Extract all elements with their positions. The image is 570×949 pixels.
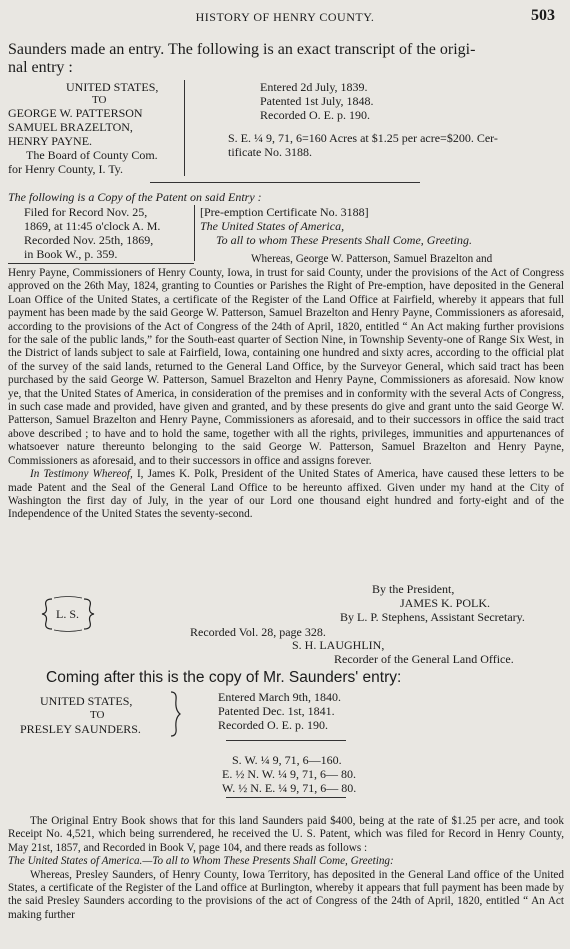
by-the-president: By the President,: [372, 582, 455, 596]
by-secretary: By L. P. Stephens, Assistant Secretary.: [340, 610, 525, 624]
patent-copy-heading: The following is a Copy of the Patent on said Entry :: [8, 190, 262, 204]
tract-line-3: W. ½ N. E. ¼ 9, 71, 6— 80.: [222, 781, 357, 795]
closing-italic-line: The United States of America.—To all to Whom These Presents Shall Come, Greeting:: [8, 855, 394, 868]
entry1-party-us: UNITED STATES,: [66, 80, 159, 94]
whereas-first-line: Whereas, George W. Patterson, Samuel Brazelton and: [251, 253, 493, 265]
filed-underline: [8, 263, 194, 264]
right-brace-icon: [168, 690, 182, 738]
entry2-brace: [168, 690, 182, 738]
us-of-america: The United States of America,: [200, 219, 345, 233]
testimony-rest: I, James K. Polk, President of the United States of America, have caused these letters to be made Patent and the Seal of the General Land Office to be hereunto affixed. Given under my hand at the City of Washington the first day of July, in the year of our Lord one thousand eight hundred and forty-eight and of the Independence of the United States the seventy-second.: [8, 468, 565, 521]
intro-line-2: nal entry :: [8, 59, 73, 76]
intro-line-1: Saunders made an entry. The following is an exact transcript of the origi-: [8, 41, 476, 58]
filed-line-3: Recorded Nov. 25th, 1869,: [24, 233, 154, 247]
testimony-italic: In Testimony Whereof,: [30, 468, 133, 481]
president-name: JAMES K. POLK.: [400, 596, 491, 610]
patent-body: [8, 267, 564, 522]
entry2-party-saunders: PRESLEY SAUNDERS.: [20, 722, 141, 736]
entry2-party-to: TO: [90, 709, 105, 721]
entry1-party-to: TO: [92, 94, 107, 106]
seal-mark: [40, 596, 96, 632]
entry1-party-patterson: GEORGE W. PATTERSON: [8, 106, 143, 120]
filed-line-1: Filed for Record Nov. 25,: [24, 205, 148, 219]
certificate-number: [Pre-emption Certificate No. 3188]: [200, 205, 369, 219]
page-number: 503: [531, 7, 555, 24]
entry1-board-line-1: The Board of County Com.: [26, 148, 158, 162]
entry1-date-entered: Entered 2d July, 1839.: [260, 80, 368, 94]
seal-text: L. S.: [56, 607, 80, 621]
closing-text: The Original Entry Book shows that for this land Saunders paid $400, being at the rate of $1.25 per acre, and took Receipt No. 4,521, which being surrendered, he received the U. S. Patent, which was filed for Record in Henry County, May 21st, 1857, and Recorded in Book V, page 104, and there reads as follows :: [8, 815, 564, 854]
entry2-heading: Coming after this is the copy of Mr. Saunders' entry:: [46, 669, 402, 686]
entry2-date-patented: Patented Dec. 1st, 1841.: [218, 704, 335, 718]
tract-line-1: S. W. ¼ 9, 71, 6—160.: [232, 753, 342, 767]
filed-divider: [194, 205, 195, 261]
greeting: To all to whom These Presents Shall Come, Greeting.: [216, 233, 472, 247]
entry1-party-payne: HENRY PAYNE.: [8, 134, 93, 148]
entry2-party-us: UNITED STATES,: [40, 694, 133, 708]
testimony-paragraph: [8, 468, 564, 522]
closing-section: [8, 815, 564, 922]
recorded-volume: Recorded Vol. 28, page 328.: [190, 625, 326, 639]
filed-line-4: in Book W., p. 359.: [24, 247, 118, 261]
entry2-date-entered: Entered March 9th, 1840.: [218, 690, 341, 704]
entry1-party-brazelton: SAMUEL BRAZELTON,: [8, 120, 133, 134]
closing-whereas: Whereas, Presley Saunders, of Henry County, Iowa Territory, has deposited in the General Land office of the United States, a certificate of the Register of the Land office at Burlington, whereby it appears that full payment has been made by the said Presley Saunders according to the provisions of the act of Congress of the 24th of April, 1820, entitled “ An Act making further: [8, 868, 564, 921]
entry1-land-line-1: S. E. ¼ 9, 71, 6=160 Acres at $1.25 per acre=$200. Cer-: [228, 131, 498, 145]
entry1-divider: [184, 80, 185, 176]
patent-body-text: Henry Payne, Commissioners of Henry County, Iowa, in trust for said County, under the provisions of the Act of Congress approved on the 26th May, 1824, granting to Counties or Parishes the Right of Pre-emption, have deposited in the General Loan Office of the United States, a certificate of the Register of the Land Office at Fairfield, whereby it appears that full payment has been made by the said George W. Patterson, Samuel Brazelton and Henry Payne, Commissioners as aforesaid, according to the provisions of the Act of Congress of the 24th of April, 1820, entitled “ An Act making further provisions for the sale of the public lands,” for the South-east quarter of Section Nine, in Township Seventy-one of Range Six West, in the District of lands subject to sale at Fairfield, Iowa, containing one hundred and sixty acres, according to the official plat of the survey of the said lands, returned to the General Land Office, by the Surveyor General, which said tract has been purchased by the said George W. Patterson, Samuel Brazelton and Henry Payne, Commissioners as aforesaid. Now know ye, that the United States of America, in consideration of the premises and in conformity with the several Acts of Congress, in such case made and provided, have given and granted, and by these presents do give and grant unto the said George W. Patterson, Samuel Brazelton and Henry Payne, Commissioners as aforesaid, and to their successors in office the said tract above described ; to have and to hold the same, together with all the rights, privileges, immunities and appurtenances of whatsoever nature thereunto belonging to the said George W. Patterson, Samuel Brazelton and Henry Payne, Commissioners as aforesaid, and to their successors in office and assigns forever.: [8, 267, 564, 467]
section-rule-1: [150, 182, 420, 183]
tract-rule-top: [226, 740, 346, 741]
entry1-land-line-2: tificate No. 3188.: [228, 145, 312, 159]
tract-rule-bottom: [226, 797, 346, 798]
entry2-date-recorded: Recorded O. E. p. 190.: [218, 718, 328, 732]
entry1-date-recorded: Recorded O. E. p. 190.: [260, 108, 370, 122]
filed-line-2: 1869, at 11:45 o'clock A. M.: [24, 219, 161, 233]
running-title: HISTORY OF HENRY COUNTY.: [195, 10, 375, 24]
entry1-date-patented: Patented 1st July, 1848.: [260, 94, 374, 108]
recorder-title: Recorder of the General Land Office.: [334, 652, 514, 666]
entry1-board-line-2: for Henry County, I. Ty.: [8, 162, 124, 176]
tract-line-2: E. ½ N. W. ¼ 9, 71, 6— 80.: [222, 767, 357, 781]
recorder-name: S. H. LAUGHLIN,: [292, 638, 385, 652]
